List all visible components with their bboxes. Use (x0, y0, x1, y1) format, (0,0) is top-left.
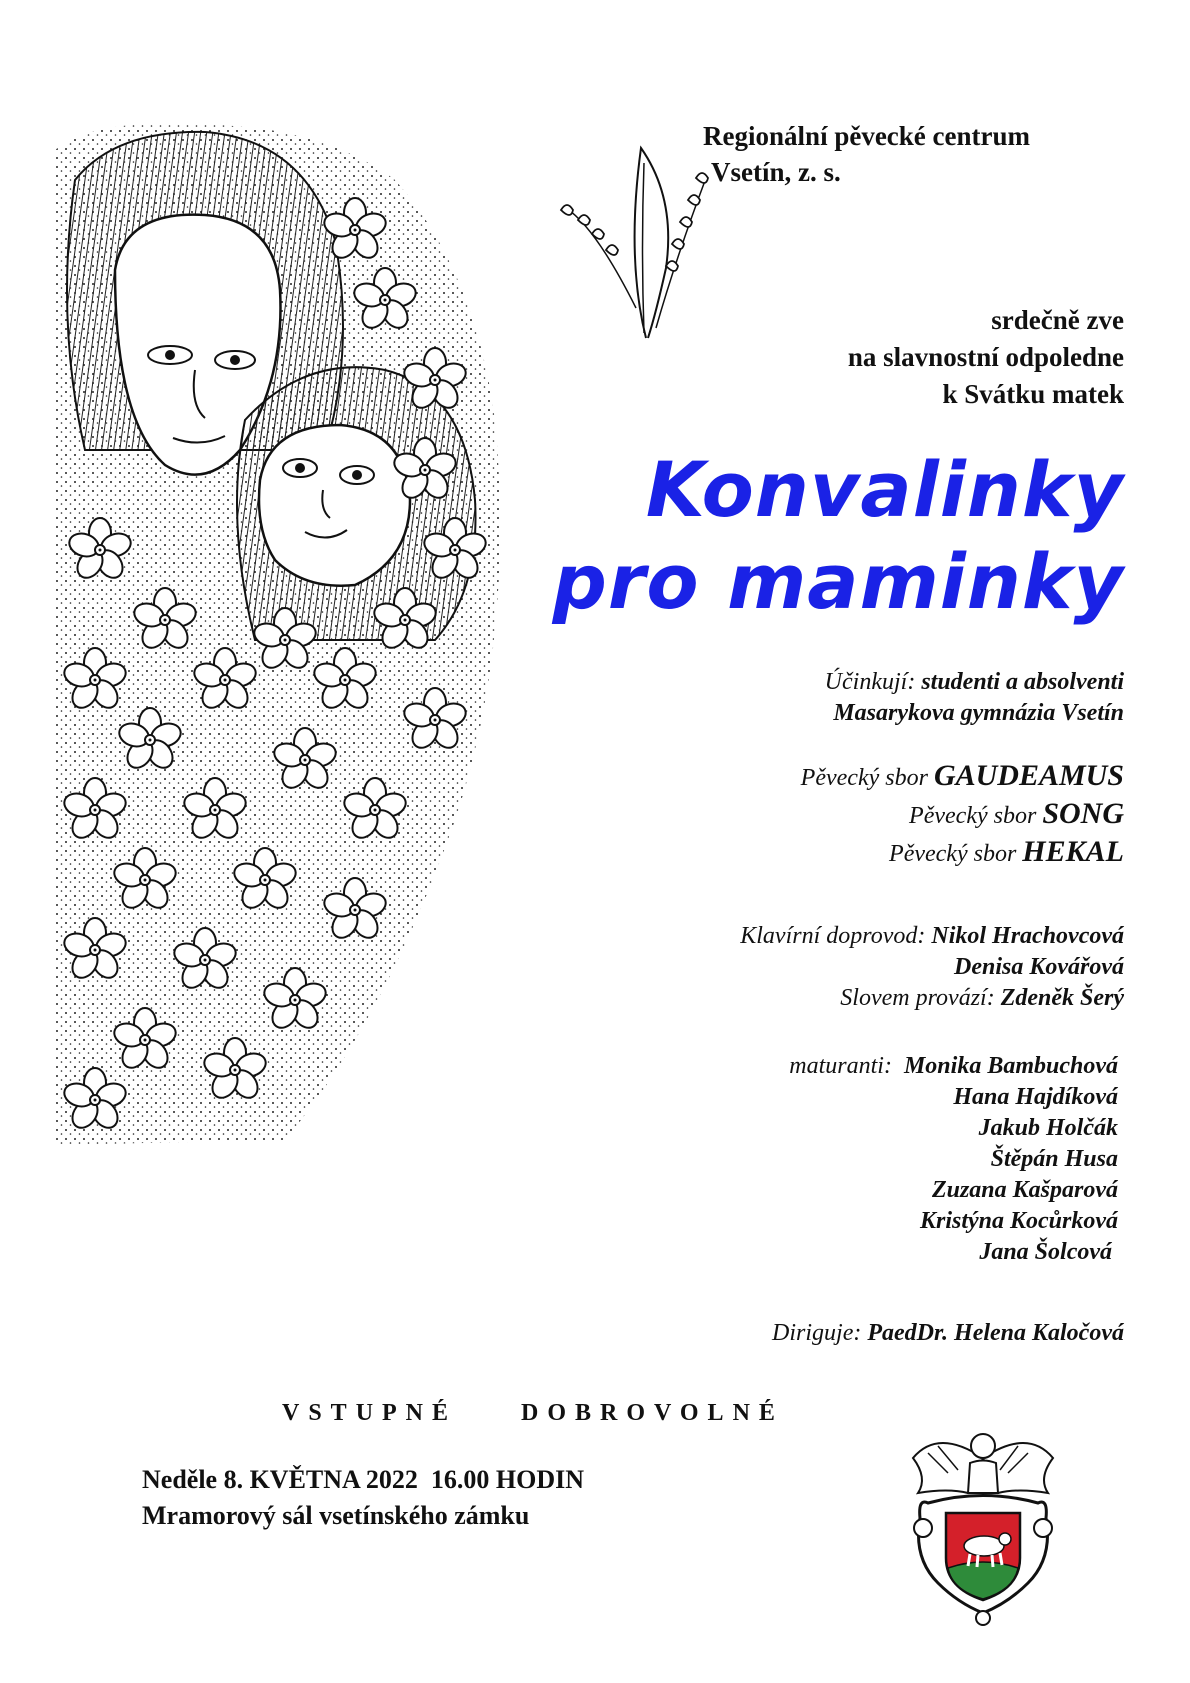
graduate-name: Monika Bambuchová (903, 1053, 1118, 1079)
choir-label: Pěvecký sbor (889, 841, 1017, 867)
accompaniment (740, 921, 1124, 1014)
event-title (553, 444, 1124, 628)
performers-line-2: Masarykova gymnázia Vsetín (833, 700, 1124, 726)
choir-label: Pěvecký sbor (909, 803, 1037, 829)
piano-label: Klavírní doprovod: (740, 923, 926, 949)
choir-label: Pěvecký sbor (800, 765, 928, 791)
coat-of-arms-crest (908, 1418, 1058, 1628)
graduate-name: Jakub Holčák (978, 1115, 1118, 1141)
event-venue: Mramorový sál vsetínského zámku (142, 1501, 530, 1530)
graduates (789, 1051, 1118, 1268)
choir-name: GAUDEAMUS (933, 759, 1124, 792)
choir-name: SONG (1042, 797, 1124, 830)
organizer (703, 118, 1030, 190)
invitation (848, 302, 1124, 413)
pianist-1: Nikol Hrachovcová (931, 923, 1124, 949)
invitation-line-2: na slavnostní odpoledne (847, 342, 1124, 372)
host-name: Zdeněk Šerý (1000, 985, 1124, 1011)
host-label: Slovem provází: (840, 985, 995, 1011)
admission-word-2: DOBROVOLNÉ (521, 1400, 784, 1426)
graduate-name: Hana Hajdíková (953, 1084, 1118, 1110)
graduates-label: maturanti: (789, 1053, 892, 1079)
organizer-line-2: Vsetín, z. s. (711, 157, 841, 187)
graduate-name: Jana Šolcová (979, 1239, 1112, 1265)
admission (282, 1400, 848, 1427)
invitation-line-1: srdečně zve (991, 305, 1124, 335)
conductor-name: PaedDr. Helena Kaločová (867, 1320, 1124, 1346)
graduate-name: Zuzana Kašparová (931, 1177, 1118, 1203)
organizer-line-1: Regionální pěvecké centrum (703, 121, 1030, 151)
choirs (801, 758, 1124, 872)
event-details (142, 1462, 584, 1534)
graduate-name: Kristýna Kocůrková (919, 1208, 1118, 1234)
title-line-2: pro maminky (552, 537, 1124, 626)
event-datetime: Neděle 8. KVĚTNA 2022 16.00 HODIN (142, 1465, 584, 1494)
conductor (772, 1318, 1124, 1349)
performers-line-1: studenti a absolventi (921, 669, 1124, 695)
choir-row (801, 758, 1124, 796)
mother-child-illustration (55, 120, 515, 1150)
pianist-2: Denisa Kovářová (954, 954, 1124, 980)
conductor-label: Diriguje: (772, 1320, 862, 1346)
admission-word-1: VSTUPNÉ (282, 1400, 458, 1426)
choir-row (801, 796, 1124, 834)
choir-name: HEKAL (1022, 835, 1124, 868)
title-line-1: Konvalinky (645, 445, 1124, 534)
choir-row (801, 834, 1124, 872)
performers-label: Účinkují: (824, 669, 916, 695)
graduate-name: Štěpán Husa (990, 1146, 1118, 1172)
performers (825, 667, 1124, 729)
invitation-line-3: k Svátku matek (942, 379, 1124, 409)
